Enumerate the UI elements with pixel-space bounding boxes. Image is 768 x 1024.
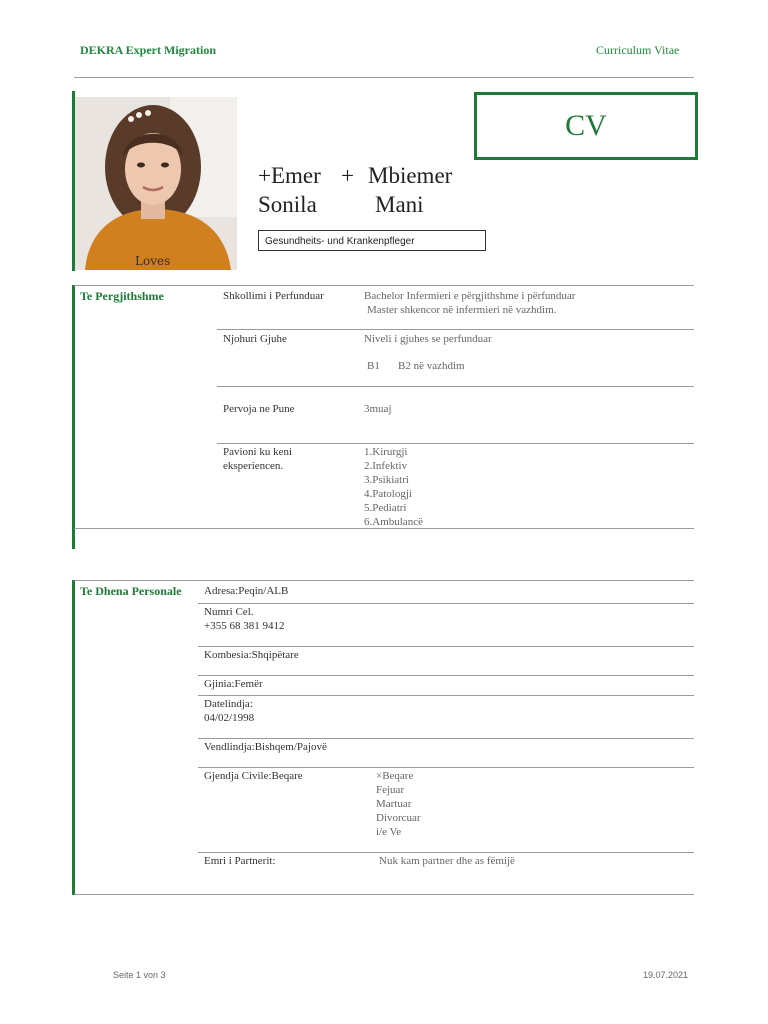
ward-item: 4.Patologji: [364, 488, 412, 500]
civil-option: i/e Ve: [376, 826, 402, 838]
general-top-rule: [74, 285, 694, 286]
row-divider: [198, 852, 694, 853]
language-level-b1: B1: [367, 360, 380, 372]
general-section-label: Te Pergjithshme: [80, 289, 164, 303]
job-title-box: [258, 230, 486, 251]
civil-option: Fejuar: [376, 784, 405, 796]
row-divider: [198, 646, 694, 647]
civil-option: Martuar: [376, 798, 412, 810]
ward-item: 1.Kirurgji: [364, 446, 408, 458]
row-divider: [217, 329, 694, 330]
wards-label-line2: eksperiencen.: [223, 460, 284, 472]
header-doc-type: Curriculum Vitae: [596, 43, 680, 57]
portrait-image: [75, 97, 237, 270]
civil-option: ×Beqare: [376, 770, 414, 782]
civil-option: Divorcuar: [376, 812, 421, 824]
ward-item: 6.Ambulancë: [364, 516, 423, 528]
personal-section-label: Te Dhena Personale: [80, 584, 182, 598]
footer-date: 19.07.2021: [643, 970, 689, 980]
experience-value: 3muaj: [364, 403, 392, 415]
gender: Gjinia:Femër: [204, 678, 263, 690]
languages-label: Njohuri Gjuhe: [223, 333, 287, 345]
first-name: Sonila: [258, 192, 317, 217]
birth-date: 04/02/1998: [204, 712, 255, 724]
education-line2: Master shkencor në infermieri në vazhdim.: [367, 304, 557, 316]
row-divider: [198, 767, 694, 768]
birthplace: Vendlindja:Bishqem/Pajovë: [204, 741, 327, 753]
last-name: Mani: [375, 192, 424, 217]
ward-item: 3.Psikiatri: [364, 474, 409, 486]
header-divider: [74, 77, 694, 78]
job-title: Gesundheits- und Krankenpfleger: [265, 236, 415, 247]
nationality: Kombesia:Shqipëtare: [204, 649, 299, 661]
wards-label-line1: Pavioni ku keni: [223, 446, 293, 458]
partner-value: Nuk kam partner dhe as fëmijë: [379, 855, 515, 867]
row-divider: [198, 603, 694, 604]
last-name-label: Mbiemer: [368, 163, 453, 188]
civil-status-label: Gjendja Civile:Beqare: [204, 770, 303, 782]
education-label: Shkollimi i Perfunduar: [223, 290, 324, 302]
footer-page-number: Seite 1 von 3: [113, 970, 166, 980]
phone-label: Numri Cel.: [204, 606, 254, 618]
row-divider: [198, 695, 694, 696]
cv-title-box: [474, 92, 698, 160]
experience-label: Pervoja ne Pune: [223, 403, 295, 415]
partner-label: Emri i Partnerit:: [204, 855, 276, 867]
first-name-label: +Emer: [258, 163, 321, 188]
row-divider: [217, 443, 694, 444]
row-divider: [198, 738, 694, 739]
personal-top-rule: [74, 580, 694, 581]
name-plus: +: [341, 163, 354, 188]
ward-item: 2.Infektiv: [364, 460, 408, 472]
cv-title: CV: [565, 109, 607, 142]
svg-text:Loves: Loves: [135, 254, 171, 268]
phone-number: +355 68 381 9412: [204, 620, 285, 632]
row-divider: [217, 386, 694, 387]
personal-bottom-rule: [74, 894, 694, 895]
header-company: DEKRA Expert Migration: [80, 43, 216, 57]
row-divider: [198, 675, 694, 676]
ward-item: 5.Pediatri: [364, 502, 407, 514]
personal-accent-bar: [72, 580, 75, 895]
languages-line1: Niveli i gjuhes se perfunduar: [364, 333, 492, 345]
profile-photo: [75, 97, 237, 270]
birth-date-label: Datelindja:: [204, 698, 253, 710]
education-line1: Bachelor Infermieri e përgjithshme i përfunduar: [364, 290, 576, 302]
address: Adresa:Peqin/ALB: [204, 585, 289, 597]
general-bottom-rule: [74, 528, 694, 529]
general-accent-bar: [72, 285, 75, 549]
language-level-b2: B2 në vazhdim: [398, 360, 465, 372]
